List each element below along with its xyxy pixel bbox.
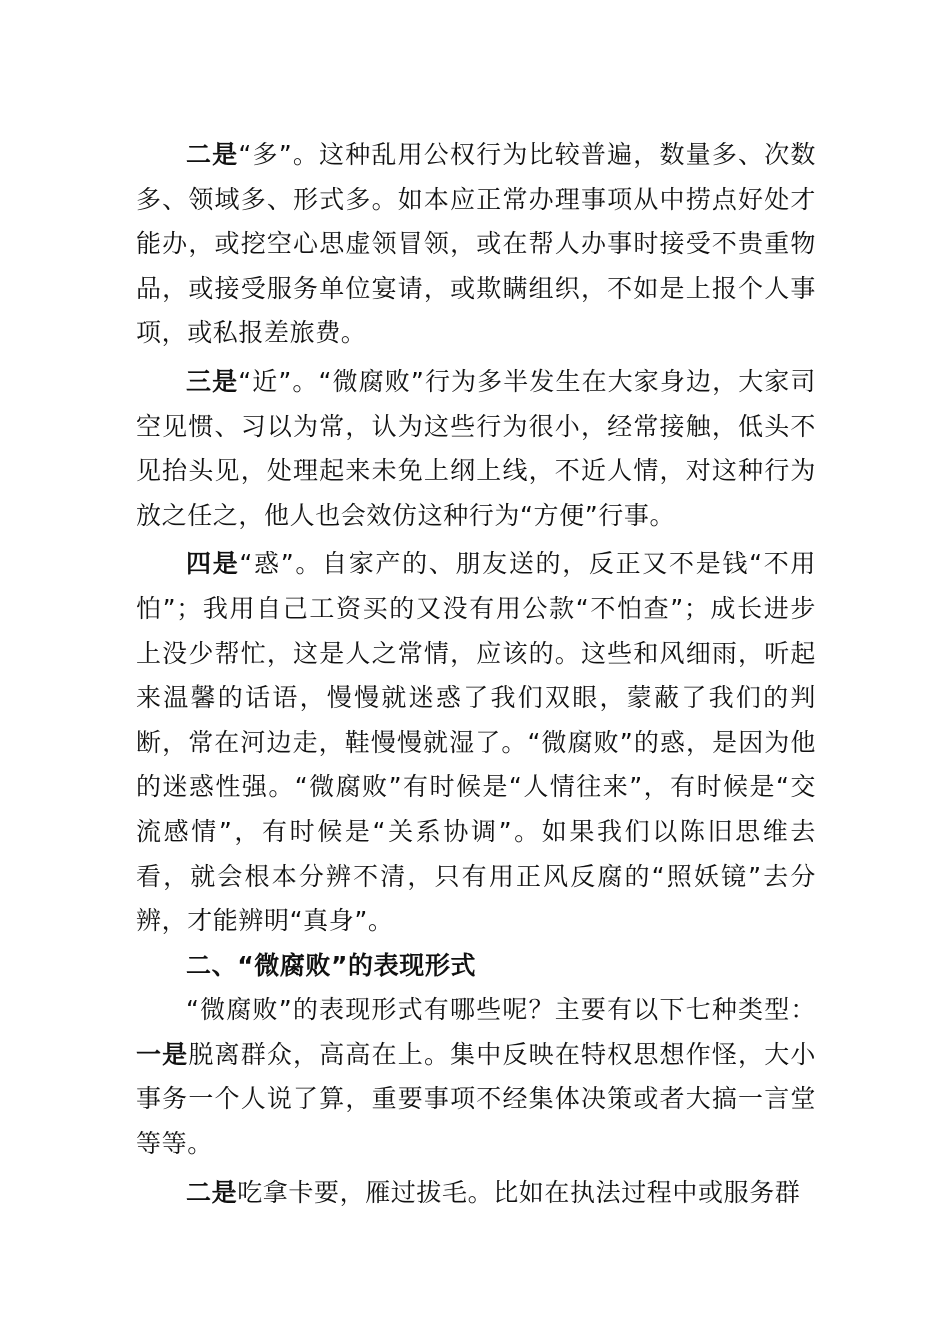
paragraph-lead: 一是 xyxy=(136,1039,189,1069)
paragraph-text: “多”。这种乱用公权行为比较普遍，数量多、次数多、领域多、形式多。如本应正常办理事项从中捞点好处才能办，或挖空心思虚领冒领，或在帮人办事时接受不贵重物品，或接受服务单位宴请，或欺瞒组织，不如是上报个人事项，或私报差旅费。 xyxy=(136,140,816,348)
paragraph-lead: 四是 xyxy=(186,549,240,579)
paragraph-text: 吃拿卡要，雁过拔毛。比如在执法过程中或服务群 xyxy=(237,1177,801,1207)
paragraph-point-four xyxy=(136,542,816,943)
paragraph-text: 脱离群众，高高在上。集中反映在特权思想作怪，大小事务一个人说了算，重要事项不经集体决策或者大搞一言堂等等。 xyxy=(136,1039,817,1159)
body-text xyxy=(136,133,816,1215)
paragraph-text: “近”。“微腐败”行为多半发生在大家身边，大家司空见惯、习以为常，认为这些行为很小，经常接触，低头不见抬头见，处理起来未免上纲上线，不近人情，对这种行为放之任之，他人也会效仿这种行为“方便”行事。 xyxy=(136,366,816,530)
paragraph-lead: 二是 xyxy=(186,1177,238,1207)
paragraph-point-two xyxy=(136,133,816,356)
paragraph-point-three xyxy=(136,360,816,538)
intro-text: “微腐败”的表现形式有哪些呢？主要有以下七种类型： xyxy=(186,995,816,1025)
paragraph-lead: 二是 xyxy=(186,140,239,169)
paragraph-type-two xyxy=(136,1171,816,1216)
paragraph-text: “惑”。自家产的、朋友送的，反正又不是钱“不用怕”；我用自己工资买的又没有用公款“不怕查”；成长进步上没少帮忙，这是人之常情，应该的。这些和风细雨，听起来温馨的话语，慢慢就迷惑了我们双眼，蒙蔽了我们的判断，常在河边走，鞋慢慢就湿了。“微腐败”的惑，是因为他的迷惑性强。“微腐败”有时候是“人情往来”，有时候是“交流感情”，有时候是“关系协调”。如果我们以陈旧思维去看，就会根本分辨不清，只有用正风反腐的“照妖镜”去分辨，才能辨明“真身”。 xyxy=(136,549,816,936)
paragraph-lead: 三是 xyxy=(186,366,239,396)
intro-paragraph xyxy=(136,988,816,1166)
section-heading: 二、“微腐败”的表现形式 xyxy=(186,950,477,980)
